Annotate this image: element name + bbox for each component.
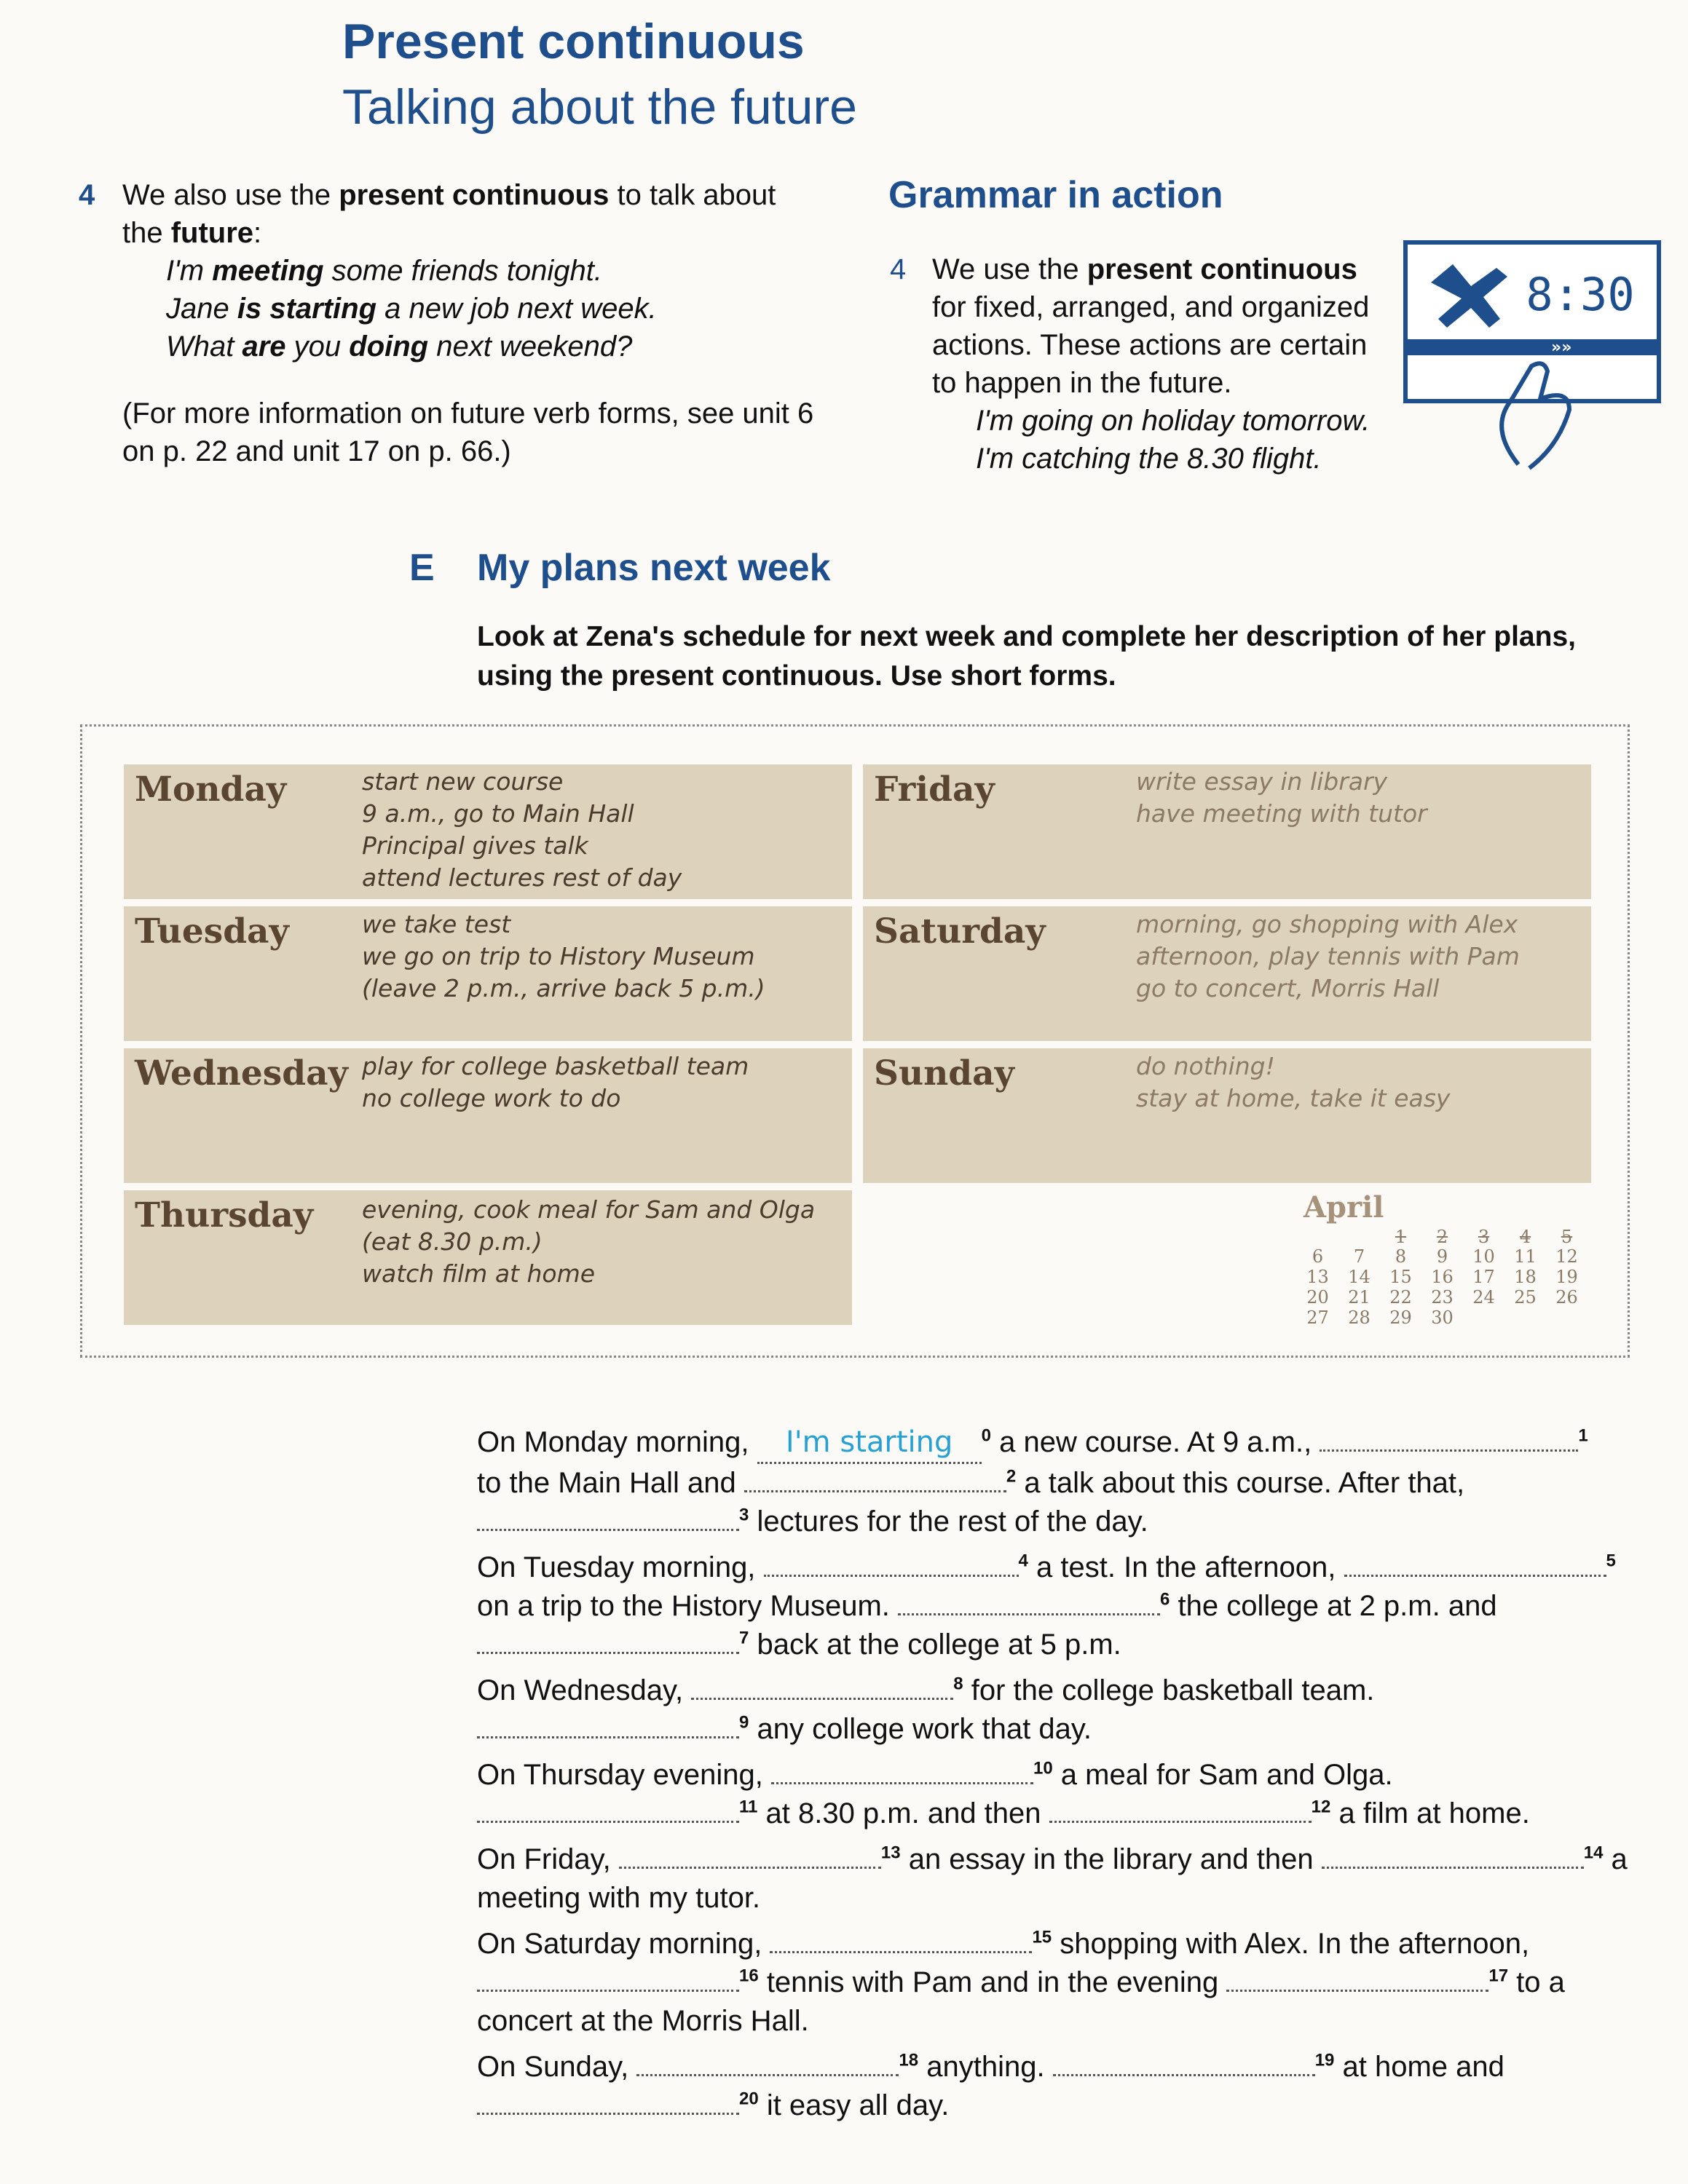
rule-text: to talk about <box>609 179 776 211</box>
rule-text: We use the <box>932 253 1087 285</box>
answer-blank-13[interactable] <box>619 1840 881 1869</box>
answer-blank-19[interactable] <box>1053 2048 1315 2076</box>
rule-keyword: present continuous <box>339 179 610 211</box>
rule-keyword: future <box>170 217 254 249</box>
rule-text: for fixed, arranged, and organized <box>932 291 1370 323</box>
answer-blank-3[interactable] <box>477 1503 739 1531</box>
calendar-row: 6 7 8 9 10 11 12 <box>1312 1246 1578 1267</box>
grammar-in-action-block <box>890 250 1400 478</box>
notes-friday: write essay in library have meeting with tutor <box>1136 767 1427 828</box>
rule-text: We also use the <box>122 179 339 211</box>
reference-note: on p. 22 and unit 17 on p. 66.) <box>122 435 511 467</box>
example-sentence: I'm meeting some friends tonight. <box>166 255 602 287</box>
day-label-wednesday: Wednesday <box>135 1053 348 1093</box>
notes-monday: start new course 9 a.m., go to Main Hall Principal gives talk attend lectures rest of day <box>362 767 682 892</box>
answer-blank-14[interactable] <box>1322 1840 1584 1869</box>
rule-keyword: present continuous <box>1086 253 1357 285</box>
page-subtitle: Talking about the future <box>342 79 857 135</box>
rule-text: actions. These actions are certain <box>932 329 1368 361</box>
departure-board-illustration <box>1402 239 1668 472</box>
calendar-row: 1 2 3 4 5 <box>1395 1227 1573 1247</box>
rule-text: the <box>122 217 171 249</box>
notes-saturday: morning, go shopping with Alex afternoon, play tennis with Pam go to concert, Morris Hall <box>1136 910 1520 1002</box>
paragraph-thursday: On Thursday evening, $^{10}$ a meal for Sam and Olga. $^{11}$ at 8.30 p.m. and then $^{12}$ a film at home. <box>477 1756 1642 1833</box>
example-sentence: I'm going on holiday tomorrow. <box>976 405 1370 437</box>
rule-number: 4 <box>79 179 95 211</box>
example-sentence: What are you doing next weekend? <box>166 331 633 363</box>
notes-tuesday: we take test we go on trip to History Museum (leave 2 p.m., arrive back 5 p.m.) <box>362 910 765 1002</box>
board-time: 8:30 <box>1526 268 1635 321</box>
calendar-row: 20 21 22 23 24 25 26 <box>1306 1287 1578 1307</box>
answer-blank-16[interactable] <box>477 1963 739 1992</box>
paragraph-wednesday: On Wednesday, $^8$ for the college basketball team. $^9$ any college work that day. <box>477 1671 1642 1749</box>
answer-blank-11[interactable] <box>477 1795 739 1823</box>
answer-blank-6[interactable] <box>898 1587 1160 1615</box>
answer-blank-7[interactable] <box>477 1626 739 1654</box>
answer-blank-12[interactable] <box>1049 1795 1312 1823</box>
answer-blank-4[interactable] <box>764 1548 1019 1577</box>
answer-blank-0[interactable]: I'm starting <box>757 1423 982 1464</box>
calendar-row: 13 14 15 16 17 18 19 <box>1306 1267 1578 1287</box>
rule-number-outline: 4 <box>890 253 907 285</box>
answer-blank-20[interactable] <box>477 2086 739 2115</box>
answer-blank-17[interactable] <box>1226 1963 1488 1992</box>
instructions: Look at Zena's schedule for next week and complete her description of her plans, using the present continuous. Use short forms. <box>477 621 1576 692</box>
paragraph-friday: On Friday, $^{13}$ an essay in the library and then $^{14}$ a meeting with my tutor. <box>477 1840 1642 1918</box>
arrows-icon: »» <box>1551 339 1572 357</box>
notes-thursday: evening, cook meal for Sam and Olga (eat 8.30 p.m.) watch film at home <box>362 1195 816 1288</box>
rule-4-block <box>79 176 865 470</box>
paragraph-tuesday: On Tuesday morning, $^4$ a test. In the afternoon, $^5$ on a trip to the History Museum. $^6$ the college at 2 p.m. and $^7$ back at the college at 5 p.m. <box>477 1548 1642 1664</box>
page-title: Present continuous <box>342 14 805 69</box>
section-letter: E <box>409 547 435 589</box>
day-label-tuesday: Tuesday <box>135 911 289 951</box>
day-label-friday: Friday <box>874 769 995 810</box>
rule-text: to happen in the future. <box>932 367 1232 399</box>
rule-text: : <box>253 217 262 249</box>
day-label-thursday: Thursday <box>135 1195 314 1235</box>
paragraph-saturday: On Saturday morning, $^{15}$ shopping with Alex. In the afternoon, $^{16}$ tennis with Pam and in the evening $^{17}$ to a concert at the Morris Hall. <box>477 1925 1642 2041</box>
day-label-monday: Monday <box>135 769 287 810</box>
answer-blank-8[interactable] <box>691 1671 953 1700</box>
notes-wednesday: play for college basketball team no college work to do <box>362 1052 749 1112</box>
example-sentence: Jane is starting a new job next week. <box>166 293 657 325</box>
day-label-sunday: Sunday <box>874 1053 1014 1093</box>
exercise-text <box>477 1423 1642 2132</box>
paragraph-sunday: On Sunday, $^{18}$ anything. $^{19}$ at home and $^{20}$ it easy all day. <box>477 2048 1642 2125</box>
example-sentence: I'm catching the 8.30 flight. <box>976 443 1322 475</box>
answer-blank-5[interactable] <box>1344 1548 1606 1577</box>
calendar-row: 27 28 29 30 <box>1306 1307 1454 1328</box>
answer-blank-15[interactable] <box>770 1925 1032 1953</box>
answer-blank-2[interactable] <box>744 1464 1006 1492</box>
answer-blank-10[interactable] <box>771 1756 1033 1784</box>
notes-sunday: do nothing! stay at home, take it easy <box>1136 1052 1451 1112</box>
answer-blank-9[interactable] <box>477 1710 739 1738</box>
calendar-month: April <box>1304 1190 1384 1224</box>
grammar-in-action-title: Grammar in action <box>888 174 1223 216</box>
day-label-saturday: Saturday <box>874 911 1046 951</box>
answer-blank-18[interactable] <box>636 2048 899 2076</box>
paragraph-monday: On Monday morning, I'm starting $^0$ a new course. At 9 a.m., $^1$ to the Main Hall and $^2$ a talk about this course. After that, $^3$ lectures for the rest of the day. <box>477 1423 1642 1541</box>
answer-blank-1[interactable] <box>1320 1423 1578 1452</box>
section-title: My plans next week <box>477 547 831 589</box>
reference-note: (For more information on future verb forms, see unit 6 <box>122 397 814 430</box>
